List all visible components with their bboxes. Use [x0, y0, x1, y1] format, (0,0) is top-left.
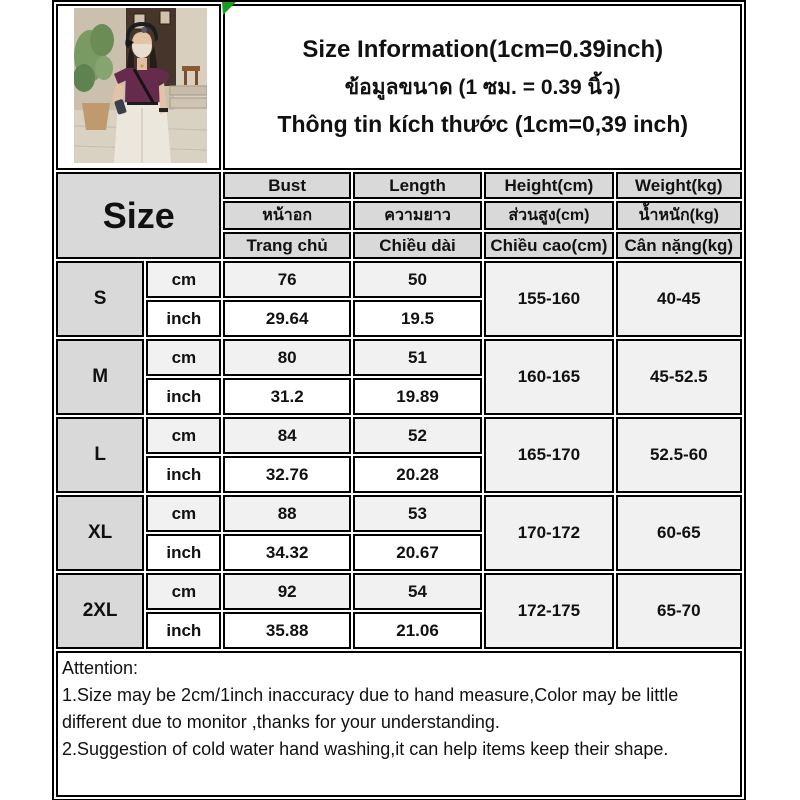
photo-frame	[160, 11, 170, 24]
col-header-height-en: Height(cm)	[484, 172, 613, 199]
col-header-bust-vi: Trang chủ	[223, 232, 350, 259]
title-thai: ข้อมูลขนาด (1 ซม. = 0.39 นิ้ว)	[344, 76, 621, 99]
col-header-length-en: Length	[353, 172, 482, 199]
unit-inch: inch	[146, 534, 221, 571]
2xl-bust-cm: 92	[223, 573, 350, 610]
m-length-inch: 19.89	[353, 378, 482, 415]
s-height: 155-160	[484, 261, 613, 337]
size-label-m: M	[56, 339, 144, 415]
2xl-height: 172-175	[484, 573, 613, 649]
unit-cm: cm	[146, 339, 221, 376]
photo-step	[170, 98, 207, 108]
m-length-cm: 51	[353, 339, 482, 376]
size-label-xl: XL	[56, 495, 144, 571]
unit-cm: cm	[146, 261, 221, 298]
model-cap-logo	[141, 27, 147, 33]
unit-inch: inch	[146, 612, 221, 649]
product-photo	[74, 8, 207, 163]
unit-cm: cm	[146, 417, 221, 454]
col-header-bust-en: Bust	[223, 172, 350, 199]
xl-weight: 60-65	[616, 495, 742, 571]
title-english: Size Information(1cm=0.39inch)	[302, 36, 664, 63]
size-information-table	[52, 0, 746, 800]
col-header-length-vi: Chiều dài	[353, 232, 482, 259]
m-bust-cm: 80	[223, 339, 350, 376]
s-length-cm: 50	[353, 261, 482, 298]
unit-cm: cm	[146, 495, 221, 532]
2xl-length-cm: 54	[353, 573, 482, 610]
col-header-height-vi: Chiều cao(cm)	[484, 232, 613, 259]
attention-cell	[56, 651, 742, 797]
l-height: 165-170	[484, 417, 613, 493]
model-watch	[159, 108, 168, 112]
s-length-inch: 19.5	[353, 300, 482, 337]
l-bust-cm: 84	[223, 417, 350, 454]
size-label-2xl: 2XL	[56, 573, 144, 649]
2xl-bust-inch: 35.88	[223, 612, 350, 649]
s-weight: 40-45	[616, 261, 742, 337]
attention-heading: Attention:	[62, 658, 139, 678]
title-cell	[223, 4, 742, 170]
photo-stool	[182, 66, 200, 71]
size-label-s: S	[56, 261, 144, 337]
l-weight: 52.5-60	[616, 417, 742, 493]
xl-height: 170-172	[484, 495, 613, 571]
col-header-weight-th: น้ำหนัก(kg)	[616, 201, 742, 230]
l-length-cm: 52	[353, 417, 482, 454]
l-length-inch: 20.28	[353, 456, 482, 493]
s-bust-inch: 29.64	[223, 300, 350, 337]
size-header-cell: Size	[56, 172, 221, 259]
xl-bust-inch: 34.32	[223, 534, 350, 571]
col-header-length-th: ความยาว	[353, 201, 482, 230]
xl-bust-cm: 88	[223, 495, 350, 532]
s-bust-cm: 76	[223, 261, 350, 298]
unit-inch: inch	[146, 300, 221, 337]
col-header-height-th: ส่วนสูง(cm)	[484, 201, 613, 230]
l-bust-inch: 32.76	[223, 456, 350, 493]
model-necklace	[140, 64, 143, 67]
xl-length-cm: 53	[353, 495, 482, 532]
col-header-weight-en: Weight(kg)	[616, 172, 742, 199]
attention-line1: 1.Size may be 2cm/1inch inaccuracy due to hand measure,Color may be little different due to monitor ,thanks for your understanding.	[62, 685, 679, 732]
unit-inch: inch	[146, 456, 221, 493]
col-header-weight-vi: Cân nặng(kg)	[616, 232, 742, 259]
product-photo-image	[74, 8, 207, 163]
photo-plant-pot	[82, 103, 110, 130]
title-vietnamese: Thông tin kích thước (1cm=0,39 inch)	[277, 111, 689, 137]
photo-step	[170, 86, 207, 95]
product-photo-cell	[56, 4, 221, 170]
m-bust-inch: 31.2	[223, 378, 350, 415]
size-label-l: L	[56, 417, 144, 493]
attention-line2: 2.Suggestion of cold water hand washing,it can help items keep their shape.	[62, 739, 669, 759]
2xl-length-inch: 21.06	[353, 612, 482, 649]
xl-length-inch: 20.67	[353, 534, 482, 571]
unit-inch: inch	[146, 378, 221, 415]
m-height: 160-165	[484, 339, 613, 415]
2xl-weight: 65-70	[616, 573, 742, 649]
model-neck	[137, 58, 147, 70]
m-weight: 45-52.5	[616, 339, 742, 415]
col-header-bust-th: หน้าอก	[223, 201, 350, 230]
green-corner-marker-icon	[222, 2, 237, 16]
unit-cm: cm	[146, 573, 221, 610]
